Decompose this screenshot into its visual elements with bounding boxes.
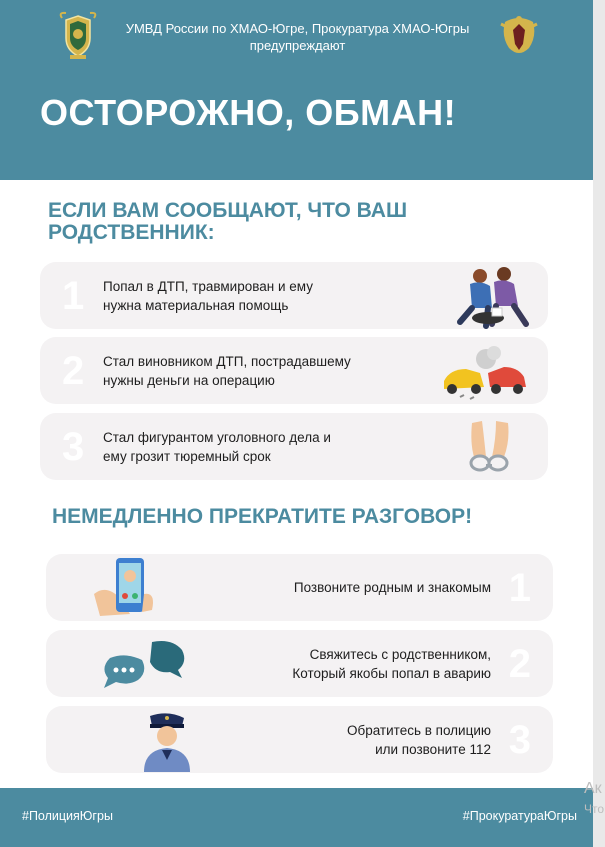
card-number: 1	[62, 274, 85, 318]
action-card-3	[46, 706, 553, 773]
action-card-2	[46, 630, 553, 697]
card-text	[191, 645, 491, 683]
card-number: 1	[508, 566, 531, 610]
section-title-warning	[48, 200, 468, 244]
card-text	[191, 578, 491, 597]
section-title-line: ЕСЛИ ВАМ СООБЩАЮТ, ЧТО ВАШ	[48, 199, 408, 222]
hashtag-prosecutor: #ПрокуратураЮгры	[462, 809, 577, 823]
card-text	[103, 428, 378, 466]
organization-line-2: предупреждают	[249, 38, 346, 53]
card-text-line: Свяжитесь с родственником,	[309, 647, 491, 662]
scenario-card-1	[40, 262, 548, 329]
action-card-1	[46, 554, 553, 621]
watermark-text-2: Что	[584, 802, 605, 816]
card-text-line-2: нужны деньги на операцию	[103, 373, 275, 388]
first-aid-people-icon	[400, 262, 540, 329]
card-number: 3	[62, 425, 85, 469]
organization-line: УМВД России по ХМАО-Югре, Прокуратура ХМАО-Югры	[125, 21, 470, 36]
card-text	[103, 352, 378, 390]
card-text-line: Попал в ДТП, травмирован и ему	[103, 279, 313, 294]
card-text	[103, 277, 378, 315]
card-number: 2	[62, 349, 85, 393]
prosecutor-emblem-icon	[497, 10, 541, 62]
card-text-line: Стал фигурантом уголовного дела и	[103, 430, 331, 445]
scenario-card-3	[40, 413, 548, 480]
card-text-line: Обратитесь в полицию	[346, 723, 491, 738]
card-text-line-2: ему грозит тюремный срок	[103, 449, 271, 464]
section-title-stop: НЕМЕДЛЕННО ПРЕКРАТИТЕ РАЗГОВОР!	[52, 505, 473, 528]
watermark-text: Ак	[584, 780, 602, 797]
organization-text	[110, 20, 485, 54]
footer-banner	[0, 788, 593, 847]
card-text-line: Позвоните родным и знакомым	[293, 580, 491, 595]
card-text-line-2: нужна материальная помощь	[103, 298, 289, 313]
card-text-line-2: Который якобы попал в аварию	[292, 666, 491, 681]
hashtag-police: #ПолицияЮгры	[22, 809, 113, 823]
card-number: 2	[508, 642, 531, 686]
handcuffs-icon	[400, 413, 540, 480]
headline: ОСТОРОЖНО, ОБМАН!	[40, 92, 457, 133]
card-number: 3	[508, 718, 531, 762]
car-crash-icon	[400, 337, 540, 404]
card-text-line-2: или позвоните 112	[375, 742, 491, 757]
section-title-line-2: РОДСТВЕННИК:	[48, 221, 215, 244]
header-banner	[0, 0, 593, 180]
scenario-card-2	[40, 337, 548, 404]
card-text	[191, 721, 491, 759]
police-emblem-icon	[56, 10, 100, 62]
card-text-line: Стал виновником ДТП, пострадавшему	[103, 354, 351, 369]
